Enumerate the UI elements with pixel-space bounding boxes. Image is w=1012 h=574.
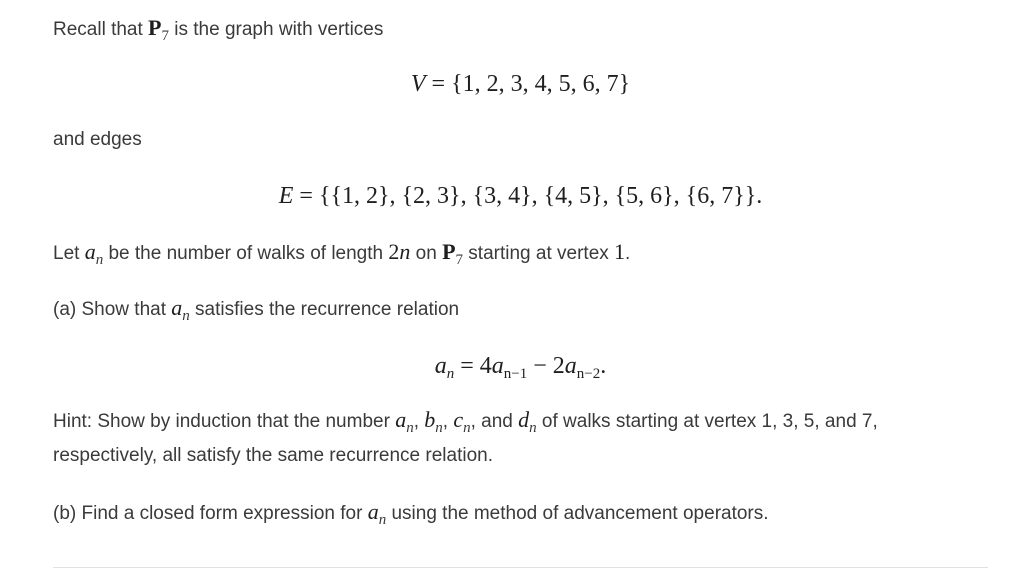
equals-sign: = — [299, 183, 313, 209]
recurrence-term-subscript: n−1 — [503, 366, 528, 382]
hint-subscript: n — [406, 420, 414, 436]
definition-paragraph — [53, 240, 630, 266]
part-a-text: satisfies the recurrence relation — [189, 299, 460, 320]
hint-line-2: respectively, all satisfy the same recurrence relation. — [53, 445, 493, 466]
hint-variable-d: d — [518, 407, 530, 432]
definition-text: on — [410, 243, 443, 264]
hint-subscript: n — [463, 420, 471, 436]
length-variable: n — [399, 239, 411, 264]
intro-text-after: is the graph with vertices — [169, 19, 384, 40]
recurrence-lhs: a — [434, 353, 447, 379]
hint-separator: , and — [470, 411, 519, 432]
graph-subscript: 7 — [161, 28, 169, 44]
sequence-subscript: n — [95, 252, 104, 268]
edges-intro-paragraph: and edges — [53, 129, 142, 150]
hint-separator: , — [413, 411, 425, 432]
part-a-paragraph — [53, 296, 459, 322]
sequence-subscript: n — [182, 308, 190, 324]
hint-text: of walks starting at vertex 1, 3, 5, and 7, — [536, 411, 878, 432]
recurrence-term: a — [564, 353, 577, 379]
definition-text: starting at vertex — [463, 243, 615, 264]
section-divider — [53, 567, 988, 568]
hint-subscript: n — [529, 420, 537, 436]
hint-line-1 — [53, 408, 878, 434]
minus-sign: − — [533, 353, 547, 379]
hint-text: Hint: Show by induction that the number — [53, 411, 396, 432]
equals-sign: = — [431, 71, 446, 97]
recurrence-term-subscript: n−2 — [576, 366, 601, 382]
recurrence-coefficient: 4 — [479, 353, 492, 379]
hint-separator: , — [442, 411, 454, 432]
part-b-text: using the method of advancement operators. — [386, 503, 769, 524]
intro-paragraph — [53, 16, 383, 42]
edge-set-value: {{1, 2}, {2, 3}, {3, 4}, {4, 5}, {5, 6}, {6, 7}}. — [318, 183, 763, 209]
sequence-subscript: n — [378, 512, 387, 528]
hint-variable-c: c — [453, 407, 464, 432]
recurrence-coefficient: 2 — [552, 353, 565, 379]
graph-name: P — [148, 15, 162, 40]
intro-text-before: Recall that — [53, 19, 149, 40]
vertex-set-symbol: V — [410, 71, 426, 97]
definition-text: . — [625, 243, 631, 264]
equals-sign: = — [460, 353, 474, 379]
part-b-paragraph — [53, 500, 769, 526]
hint-subscript: n — [435, 420, 443, 436]
edge-set-equation — [53, 182, 988, 210]
recurrence-lhs-subscript: n — [446, 366, 455, 382]
period: . — [600, 353, 607, 379]
start-vertex: 1 — [614, 239, 626, 264]
hint-variable-b: b — [424, 407, 436, 432]
recurrence-equation — [53, 352, 988, 380]
part-b-text: (b) Find a closed form expression for — [53, 503, 368, 524]
hint-variable-a: a — [395, 407, 407, 432]
definition-text: Let — [53, 243, 85, 264]
edge-set-symbol: E — [278, 183, 294, 209]
vertex-set-value: {1, 2, 3, 4, 5, 6, 7} — [451, 71, 631, 97]
part-a-text: (a) Show that — [53, 299, 172, 320]
sequence-variable: a — [367, 499, 379, 524]
vertex-set-equation — [53, 70, 988, 98]
definition-text: be the number of walks of length — [103, 243, 389, 264]
recurrence-term: a — [491, 353, 504, 379]
sequence-variable: a — [84, 239, 96, 264]
graph-subscript: 7 — [455, 252, 464, 268]
graph-name: P — [442, 239, 456, 264]
sequence-variable: a — [171, 295, 183, 320]
length-coefficient: 2 — [388, 239, 400, 264]
